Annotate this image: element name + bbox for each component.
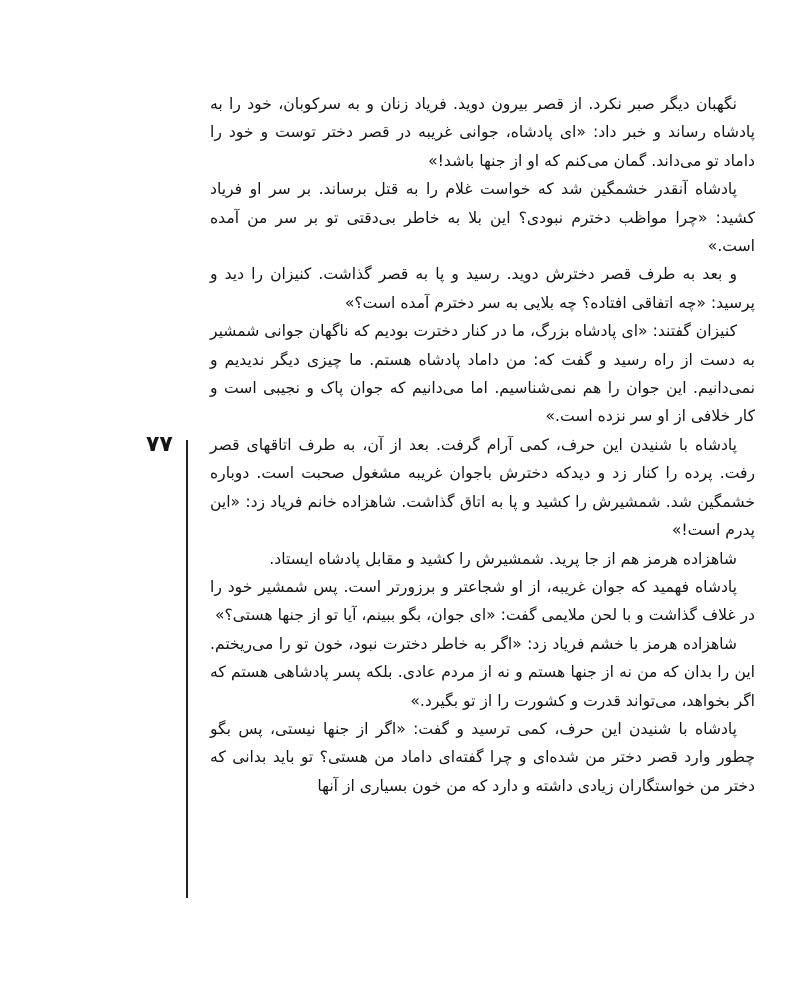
paragraph-8: شاهزاده هرمز با خشم فریاد زد: «اگر به خاطر دخترت نبود، خون تو را می‌ریختم. این را بدان که من نه از جنها هستم و نه از مردم عادی. بلکه پسر پادشاهی هستم که اگر بخواهد، می‌تواند قدرت و کشورت را از تو بگیرد.» [210,634,755,710]
body-text [210,90,755,800]
page-number: ۷۷ [146,432,173,457]
paragraph-5: پادشاه با شنیدن این حرف، کمی آرام گرفت. بعد از آن، به طرف اتاقهای قصر رفت. پرده را کنار زد و دیدکه دخترش باجوان غریبه مشغول صحبت است. دوباره خشمگین شد. شمشیرش را کشید و پا به اتاق گذاشت. شاهزاده خانم فریاد زد: «این پدرم است!» [210,435,755,540]
paragraph-2: پادشاه آنقدر خشمگین شد که خواست غلام را به قتل برساند. بر سر او فریاد کشید: «چرا مواظب دخترم نبودی؟ این بلا به خاطر بی‌دقتی تو بر سر من آمده است.» [210,180,755,256]
paragraph-4: کنیزان گفتند: «ای پادشاه بزرگ، ما در کنار دخترت بودیم که ناگهان جوانی شمشیر به دست از راه رسید و گفت که: من داماد پادشاه هستم. ما چیزی دیگر ندیدیم و نمی‌دانیم. این جوان را هم نمی‌شناسیم. اما می‌دانیم که جوان پاک و نجیبی است و کار خلافی از او سر نزده است.» [210,322,755,426]
paragraph-9: پادشاه با شنیدن این حرف، کمی ترسید و گفت: «اگر از جنها نیستی، پس بگو چطور وارد قصر دختر من شده‌ای و چرا گفته‌ای داماد من هستی؟ تو باید بدانی که دختر من خواستگاران زیادی داشته و دارد که من خون بسیاری از آنها [210,719,755,795]
paragraph-7: پادشاه فهمید که جوان غریبه، از او شجاعتر و برزورتر است. پس شمشیر خود را در غلاف گذاشت و با لحن ملایمی گفت: «ای جوان، بگو ببینم، آیا تو از جنها هستی؟» [210,577,755,625]
margin-rule [186,440,188,898]
paragraph-6: شاهزاده هرمز هم از جا پرید. شمشیرش را کشید و مقابل پادشاه ایستاد. [269,549,737,568]
paragraph-3: و بعد به طرف قصر دخترش دوید. رسید و پا به قصر گذاشت. کنیزان را دید و پرسید: «چه اتفاقی افتاده؟ چه بلایی به سر دخترم آمده است؟» [210,265,755,312]
paragraph-1: نگهبان دیگر صبر نکرد. از قصر بیرون دوید. فریاد زنان و به سرکوبان، خود را به پادشاه رساند و خبر داد: «ای پادشاه، جوانی غریبه در قصر دختر توست و خود را داماد تو می‌داند. گمان می‌کنم که او از جنها باشد!» [210,95,755,170]
